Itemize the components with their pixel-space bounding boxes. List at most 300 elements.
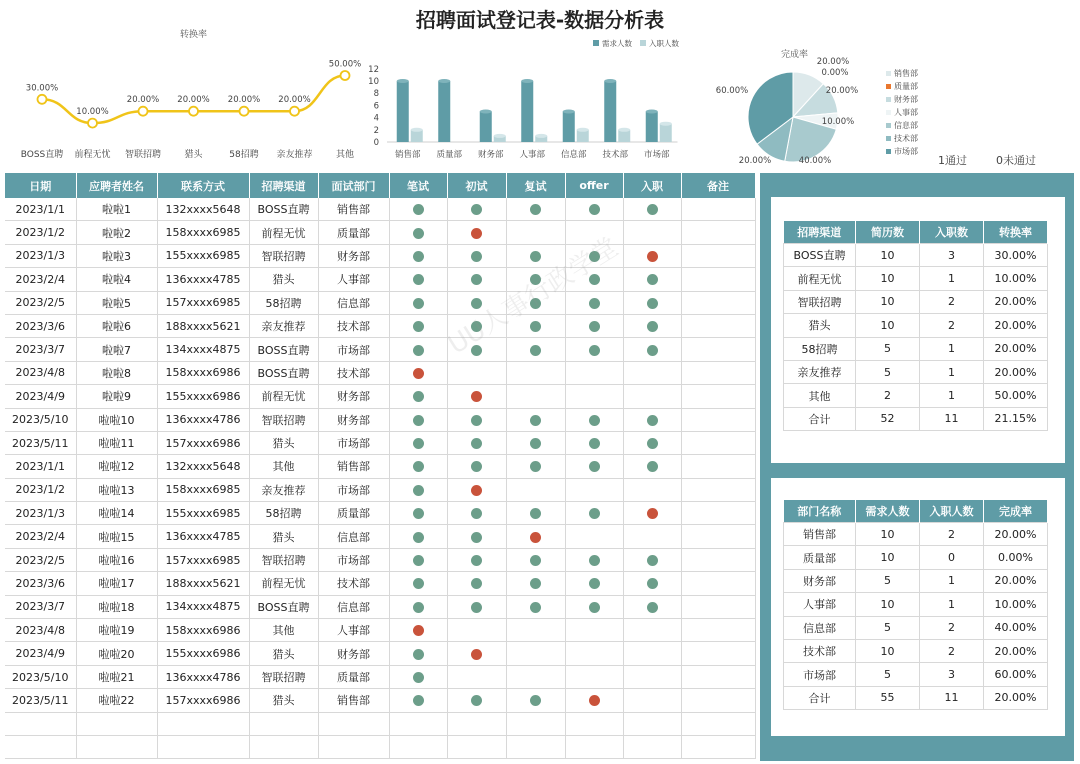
empty-cell[interactable]: [681, 712, 755, 735]
candidate-name-cell[interactable]: 啦啦5: [76, 291, 157, 314]
date-cell[interactable]: 2023/1/2: [5, 221, 76, 244]
channel-cell[interactable]: 其他: [249, 455, 318, 478]
empty-cell[interactable]: [157, 712, 249, 735]
channel-cell[interactable]: 58招聘: [249, 291, 318, 314]
department-cell[interactable]: 销售部: [318, 689, 389, 712]
first-interview-cell[interactable]: [447, 665, 506, 688]
written-test-cell[interactable]: [389, 619, 447, 642]
empty-cell[interactable]: [389, 735, 447, 758]
note-cell[interactable]: [681, 619, 755, 642]
channel-cell[interactable]: BOSS直聘: [249, 338, 318, 361]
first-interview-cell[interactable]: [447, 478, 506, 501]
written-test-cell[interactable]: [389, 478, 447, 501]
stat-cell[interactable]: 10: [856, 523, 920, 546]
second-interview-cell[interactable]: [506, 291, 565, 314]
second-interview-cell[interactable]: [506, 314, 565, 337]
note-cell[interactable]: [681, 502, 755, 525]
department-cell[interactable]: 信息部: [318, 595, 389, 618]
candidate-name-cell[interactable]: 啦啦19: [76, 619, 157, 642]
offer-cell[interactable]: [565, 338, 623, 361]
candidate-name-cell[interactable]: 啦啦18: [76, 595, 157, 618]
second-interview-cell[interactable]: [506, 689, 565, 712]
channel-cell[interactable]: 58招聘: [249, 502, 318, 525]
note-cell[interactable]: [681, 689, 755, 712]
empty-cell[interactable]: [318, 735, 389, 758]
stat-cell[interactable]: 质量部: [784, 546, 856, 569]
channel-cell[interactable]: 前程无忧: [249, 572, 318, 595]
offer-cell[interactable]: [565, 502, 623, 525]
department-cell[interactable]: 技术部: [318, 361, 389, 384]
date-cell[interactable]: 2023/4/9: [5, 385, 76, 408]
onboard-cell[interactable]: [623, 221, 681, 244]
note-cell[interactable]: [681, 408, 755, 431]
first-interview-cell[interactable]: [447, 455, 506, 478]
offer-cell[interactable]: [565, 385, 623, 408]
first-interview-cell[interactable]: [447, 548, 506, 571]
date-cell[interactable]: 2023/2/5: [5, 548, 76, 571]
phone-cell[interactable]: 157xxxx6985: [157, 548, 249, 571]
offer-cell[interactable]: [565, 595, 623, 618]
note-cell[interactable]: [681, 385, 755, 408]
empty-cell[interactable]: [623, 735, 681, 758]
stat-cell[interactable]: 市场部: [784, 663, 856, 686]
channel-cell[interactable]: 猎头: [249, 268, 318, 291]
written-test-cell[interactable]: [389, 268, 447, 291]
stat-cell[interactable]: 58招聘: [784, 337, 856, 360]
written-test-cell[interactable]: [389, 455, 447, 478]
channel-cell[interactable]: BOSS直聘: [249, 595, 318, 618]
candidate-name-cell[interactable]: 啦啦2: [76, 221, 157, 244]
note-cell[interactable]: [681, 642, 755, 665]
empty-cell[interactable]: [76, 735, 157, 758]
stat-cell[interactable]: 20.00%: [984, 569, 1048, 592]
first-interview-cell[interactable]: [447, 642, 506, 665]
offer-cell[interactable]: [565, 572, 623, 595]
stat-cell[interactable]: 20.00%: [984, 686, 1048, 709]
onboard-cell[interactable]: [623, 291, 681, 314]
second-interview-cell[interactable]: [506, 665, 565, 688]
stat-cell[interactable]: 2: [920, 290, 984, 313]
phone-cell[interactable]: 188xxxx5621: [157, 572, 249, 595]
note-cell[interactable]: [681, 525, 755, 548]
written-test-cell[interactable]: [389, 431, 447, 454]
date-cell[interactable]: 2023/3/7: [5, 338, 76, 361]
written-test-cell[interactable]: [389, 525, 447, 548]
stat-cell[interactable]: 5: [856, 569, 920, 592]
stat-cell[interactable]: 1: [920, 593, 984, 616]
date-cell[interactable]: 2023/3/6: [5, 314, 76, 337]
empty-cell[interactable]: [447, 735, 506, 758]
stat-cell[interactable]: 5: [856, 616, 920, 639]
phone-cell[interactable]: 158xxxx6985: [157, 221, 249, 244]
channel-cell[interactable]: 智联招聘: [249, 665, 318, 688]
first-interview-cell[interactable]: [447, 595, 506, 618]
stat-cell[interactable]: 其他: [784, 384, 856, 407]
stat-cell[interactable]: 5: [856, 663, 920, 686]
phone-cell[interactable]: 158xxxx6985: [157, 478, 249, 501]
phone-cell[interactable]: 132xxxx5648: [157, 198, 249, 221]
phone-cell[interactable]: 136xxxx4785: [157, 268, 249, 291]
channel-cell[interactable]: BOSS直聘: [249, 361, 318, 384]
phone-cell[interactable]: 157xxxx6985: [157, 291, 249, 314]
date-cell[interactable]: 2023/2/4: [5, 268, 76, 291]
written-test-cell[interactable]: [389, 502, 447, 525]
channel-cell[interactable]: 亲友推荐: [249, 314, 318, 337]
stat-cell[interactable]: 10: [856, 593, 920, 616]
department-cell[interactable]: 信息部: [318, 291, 389, 314]
stat-cell[interactable]: 20.00%: [984, 337, 1048, 360]
onboard-cell[interactable]: [623, 478, 681, 501]
department-cell[interactable]: 技术部: [318, 572, 389, 595]
department-cell[interactable]: 人事部: [318, 619, 389, 642]
onboard-cell[interactable]: [623, 665, 681, 688]
channel-cell[interactable]: 前程无忧: [249, 385, 318, 408]
stat-cell[interactable]: 55: [856, 686, 920, 709]
offer-cell[interactable]: [565, 689, 623, 712]
stat-cell[interactable]: 20.00%: [984, 523, 1048, 546]
second-interview-cell[interactable]: [506, 221, 565, 244]
stat-cell[interactable]: 5: [856, 337, 920, 360]
phone-cell[interactable]: 134xxxx4875: [157, 338, 249, 361]
stat-cell[interactable]: 52: [856, 407, 920, 430]
onboard-cell[interactable]: [623, 338, 681, 361]
stat-cell[interactable]: 21.15%: [984, 407, 1048, 430]
phone-cell[interactable]: 132xxxx5648: [157, 455, 249, 478]
onboard-cell[interactable]: [623, 361, 681, 384]
candidate-name-cell[interactable]: 啦啦8: [76, 361, 157, 384]
stat-cell[interactable]: 合计: [784, 686, 856, 709]
candidate-name-cell[interactable]: 啦啦13: [76, 478, 157, 501]
written-test-cell[interactable]: [389, 408, 447, 431]
first-interview-cell[interactable]: [447, 619, 506, 642]
second-interview-cell[interactable]: [506, 572, 565, 595]
candidate-name-cell[interactable]: 啦啦12: [76, 455, 157, 478]
onboard-cell[interactable]: [623, 431, 681, 454]
stat-cell[interactable]: 11: [920, 686, 984, 709]
onboard-cell[interactable]: [623, 525, 681, 548]
first-interview-cell[interactable]: [447, 502, 506, 525]
second-interview-cell[interactable]: [506, 455, 565, 478]
stat-cell[interactable]: 1: [920, 360, 984, 383]
date-cell[interactable]: 2023/1/3: [5, 502, 76, 525]
second-interview-cell[interactable]: [506, 268, 565, 291]
phone-cell[interactable]: 157xxxx6986: [157, 431, 249, 454]
stat-cell[interactable]: 技术部: [784, 639, 856, 662]
department-cell[interactable]: 人事部: [318, 268, 389, 291]
offer-cell[interactable]: [565, 548, 623, 571]
offer-cell[interactable]: [565, 291, 623, 314]
stat-cell[interactable]: 信息部: [784, 616, 856, 639]
stat-cell[interactable]: 40.00%: [984, 616, 1048, 639]
second-interview-cell[interactable]: [506, 619, 565, 642]
stat-cell[interactable]: 20.00%: [984, 290, 1048, 313]
channel-cell[interactable]: 智联招聘: [249, 548, 318, 571]
written-test-cell[interactable]: [389, 689, 447, 712]
stat-cell[interactable]: 合计: [784, 407, 856, 430]
offer-cell[interactable]: [565, 478, 623, 501]
onboard-cell[interactable]: [623, 385, 681, 408]
phone-cell[interactable]: 155xxxx6985: [157, 244, 249, 267]
department-cell[interactable]: 信息部: [318, 525, 389, 548]
department-cell[interactable]: 市场部: [318, 548, 389, 571]
first-interview-cell[interactable]: [447, 525, 506, 548]
offer-cell[interactable]: [565, 619, 623, 642]
offer-cell[interactable]: [565, 244, 623, 267]
date-cell[interactable]: 2023/1/3: [5, 244, 76, 267]
note-cell[interactable]: [681, 291, 755, 314]
date-cell[interactable]: 2023/3/6: [5, 572, 76, 595]
empty-cell[interactable]: [389, 712, 447, 735]
empty-cell[interactable]: [506, 712, 565, 735]
written-test-cell[interactable]: [389, 221, 447, 244]
offer-cell[interactable]: [565, 408, 623, 431]
second-interview-cell[interactable]: [506, 198, 565, 221]
empty-cell[interactable]: [5, 735, 76, 758]
note-cell[interactable]: [681, 478, 755, 501]
candidate-name-cell[interactable]: 啦啦21: [76, 665, 157, 688]
department-cell[interactable]: 质量部: [318, 221, 389, 244]
department-cell[interactable]: 财务部: [318, 408, 389, 431]
second-interview-cell[interactable]: [506, 478, 565, 501]
first-interview-cell[interactable]: [447, 244, 506, 267]
candidate-name-cell[interactable]: 啦啦7: [76, 338, 157, 361]
onboard-cell[interactable]: [623, 548, 681, 571]
stat-cell[interactable]: 销售部: [784, 523, 856, 546]
stat-cell[interactable]: 20.00%: [984, 314, 1048, 337]
written-test-cell[interactable]: [389, 572, 447, 595]
department-cell[interactable]: 市场部: [318, 478, 389, 501]
stat-cell[interactable]: 财务部: [784, 569, 856, 592]
stat-cell[interactable]: 猎头: [784, 314, 856, 337]
first-interview-cell[interactable]: [447, 314, 506, 337]
offer-cell[interactable]: [565, 642, 623, 665]
offer-cell[interactable]: [565, 455, 623, 478]
offer-cell[interactable]: [565, 361, 623, 384]
onboard-cell[interactable]: [623, 455, 681, 478]
department-cell[interactable]: 财务部: [318, 642, 389, 665]
stat-cell[interactable]: 11: [920, 407, 984, 430]
date-cell[interactable]: 2023/1/1: [5, 455, 76, 478]
phone-cell[interactable]: 188xxxx5621: [157, 314, 249, 337]
candidate-name-cell[interactable]: 啦啦16: [76, 548, 157, 571]
first-interview-cell[interactable]: [447, 431, 506, 454]
candidate-name-cell[interactable]: 啦啦9: [76, 385, 157, 408]
date-cell[interactable]: 2023/3/7: [5, 595, 76, 618]
candidate-name-cell[interactable]: 啦啦15: [76, 525, 157, 548]
note-cell[interactable]: [681, 268, 755, 291]
phone-cell[interactable]: 155xxxx6986: [157, 642, 249, 665]
candidate-name-cell[interactable]: 啦啦14: [76, 502, 157, 525]
offer-cell[interactable]: [565, 221, 623, 244]
written-test-cell[interactable]: [389, 665, 447, 688]
stat-cell[interactable]: 30.00%: [984, 244, 1048, 267]
stat-cell[interactable]: 50.00%: [984, 384, 1048, 407]
second-interview-cell[interactable]: [506, 244, 565, 267]
onboard-cell[interactable]: [623, 572, 681, 595]
stat-cell[interactable]: 3: [920, 663, 984, 686]
phone-cell[interactable]: 155xxxx6986: [157, 385, 249, 408]
candidate-name-cell[interactable]: 啦啦6: [76, 314, 157, 337]
stat-cell[interactable]: 1: [920, 384, 984, 407]
stat-cell[interactable]: 智联招聘: [784, 290, 856, 313]
stat-cell[interactable]: 10.00%: [984, 593, 1048, 616]
candidate-name-cell[interactable]: 啦啦3: [76, 244, 157, 267]
channel-cell[interactable]: 智联招聘: [249, 408, 318, 431]
first-interview-cell[interactable]: [447, 221, 506, 244]
second-interview-cell[interactable]: [506, 525, 565, 548]
first-interview-cell[interactable]: [447, 385, 506, 408]
stat-cell[interactable]: 10: [856, 639, 920, 662]
date-cell[interactable]: 2023/1/1: [5, 198, 76, 221]
stat-cell[interactable]: 前程无忧: [784, 267, 856, 290]
note-cell[interactable]: [681, 361, 755, 384]
written-test-cell[interactable]: [389, 291, 447, 314]
onboard-cell[interactable]: [623, 314, 681, 337]
candidate-name-cell[interactable]: 啦啦10: [76, 408, 157, 431]
empty-cell[interactable]: [249, 735, 318, 758]
written-test-cell[interactable]: [389, 595, 447, 618]
phone-cell[interactable]: 155xxxx6985: [157, 502, 249, 525]
empty-cell[interactable]: [447, 712, 506, 735]
stat-cell[interactable]: 3: [920, 244, 984, 267]
channel-cell[interactable]: 其他: [249, 619, 318, 642]
offer-cell[interactable]: [565, 525, 623, 548]
written-test-cell[interactable]: [389, 338, 447, 361]
phone-cell[interactable]: 136xxxx4785: [157, 525, 249, 548]
second-interview-cell[interactable]: [506, 431, 565, 454]
date-cell[interactable]: 2023/4/8: [5, 619, 76, 642]
channel-cell[interactable]: 猎头: [249, 642, 318, 665]
note-cell[interactable]: [681, 431, 755, 454]
offer-cell[interactable]: [565, 314, 623, 337]
stat-cell[interactable]: 20.00%: [984, 360, 1048, 383]
stat-cell[interactable]: 20.00%: [984, 639, 1048, 662]
written-test-cell[interactable]: [389, 385, 447, 408]
offer-cell[interactable]: [565, 431, 623, 454]
candidate-name-cell[interactable]: 啦啦17: [76, 572, 157, 595]
offer-cell[interactable]: [565, 665, 623, 688]
department-cell[interactable]: 销售部: [318, 198, 389, 221]
stat-cell[interactable]: 0: [920, 546, 984, 569]
second-interview-cell[interactable]: [506, 642, 565, 665]
stat-cell[interactable]: 10: [856, 244, 920, 267]
phone-cell[interactable]: 157xxxx6986: [157, 689, 249, 712]
first-interview-cell[interactable]: [447, 572, 506, 595]
first-interview-cell[interactable]: [447, 689, 506, 712]
first-interview-cell[interactable]: [447, 361, 506, 384]
date-cell[interactable]: 2023/2/5: [5, 291, 76, 314]
stat-cell[interactable]: 1: [920, 337, 984, 360]
onboard-cell[interactable]: [623, 408, 681, 431]
empty-cell[interactable]: [76, 712, 157, 735]
note-cell[interactable]: [681, 455, 755, 478]
stat-cell[interactable]: 10: [856, 314, 920, 337]
written-test-cell[interactable]: [389, 244, 447, 267]
stat-cell[interactable]: 亲友推荐: [784, 360, 856, 383]
first-interview-cell[interactable]: [447, 338, 506, 361]
department-cell[interactable]: 质量部: [318, 665, 389, 688]
stat-cell[interactable]: 5: [856, 360, 920, 383]
first-interview-cell[interactable]: [447, 268, 506, 291]
stat-cell[interactable]: 10: [856, 290, 920, 313]
phone-cell[interactable]: 136xxxx4786: [157, 408, 249, 431]
date-cell[interactable]: 2023/5/11: [5, 689, 76, 712]
onboard-cell[interactable]: [623, 619, 681, 642]
date-cell[interactable]: 2023/5/10: [5, 665, 76, 688]
second-interview-cell[interactable]: [506, 595, 565, 618]
written-test-cell[interactable]: [389, 314, 447, 337]
department-cell[interactable]: 财务部: [318, 244, 389, 267]
empty-cell[interactable]: [681, 735, 755, 758]
stat-cell[interactable]: 10: [856, 546, 920, 569]
note-cell[interactable]: [681, 572, 755, 595]
department-cell[interactable]: 市场部: [318, 431, 389, 454]
empty-cell[interactable]: [623, 712, 681, 735]
second-interview-cell[interactable]: [506, 548, 565, 571]
empty-cell[interactable]: [318, 712, 389, 735]
channel-cell[interactable]: 猎头: [249, 689, 318, 712]
note-cell[interactable]: [681, 314, 755, 337]
note-cell[interactable]: [681, 198, 755, 221]
stat-cell[interactable]: BOSS直聘: [784, 244, 856, 267]
date-cell[interactable]: 2023/4/8: [5, 361, 76, 384]
candidate-name-cell[interactable]: 啦啦4: [76, 268, 157, 291]
written-test-cell[interactable]: [389, 548, 447, 571]
note-cell[interactable]: [681, 244, 755, 267]
stat-cell[interactable]: 60.00%: [984, 663, 1048, 686]
note-cell[interactable]: [681, 595, 755, 618]
stat-cell[interactable]: 10.00%: [984, 267, 1048, 290]
note-cell[interactable]: [681, 338, 755, 361]
onboard-cell[interactable]: [623, 268, 681, 291]
onboard-cell[interactable]: [623, 198, 681, 221]
written-test-cell[interactable]: [389, 361, 447, 384]
stat-cell[interactable]: 2: [920, 616, 984, 639]
phone-cell[interactable]: 158xxxx6986: [157, 619, 249, 642]
phone-cell[interactable]: 136xxxx4786: [157, 665, 249, 688]
date-cell[interactable]: 2023/2/4: [5, 525, 76, 548]
date-cell[interactable]: 2023/4/9: [5, 642, 76, 665]
date-cell[interactable]: 2023/5/11: [5, 431, 76, 454]
channel-cell[interactable]: 猎头: [249, 431, 318, 454]
channel-cell[interactable]: BOSS直聘: [249, 198, 318, 221]
first-interview-cell[interactable]: [447, 291, 506, 314]
note-cell[interactable]: [681, 548, 755, 571]
stat-cell[interactable]: 1: [920, 569, 984, 592]
first-interview-cell[interactable]: [447, 408, 506, 431]
stat-cell[interactable]: 2: [920, 523, 984, 546]
department-cell[interactable]: 市场部: [318, 338, 389, 361]
department-cell[interactable]: 质量部: [318, 502, 389, 525]
date-cell[interactable]: 2023/5/10: [5, 408, 76, 431]
department-cell[interactable]: 技术部: [318, 314, 389, 337]
second-interview-cell[interactable]: [506, 502, 565, 525]
date-cell[interactable]: 2023/1/2: [5, 478, 76, 501]
onboard-cell[interactable]: [623, 502, 681, 525]
empty-cell[interactable]: [249, 712, 318, 735]
empty-cell[interactable]: [565, 712, 623, 735]
channel-cell[interactable]: 智联招聘: [249, 244, 318, 267]
written-test-cell[interactable]: [389, 198, 447, 221]
onboard-cell[interactable]: [623, 642, 681, 665]
stat-cell[interactable]: 2: [920, 639, 984, 662]
onboard-cell[interactable]: [623, 595, 681, 618]
channel-cell[interactable]: 猎头: [249, 525, 318, 548]
written-test-cell[interactable]: [389, 642, 447, 665]
candidate-name-cell[interactable]: 啦啦11: [76, 431, 157, 454]
department-cell[interactable]: 财务部: [318, 385, 389, 408]
empty-cell[interactable]: [5, 712, 76, 735]
